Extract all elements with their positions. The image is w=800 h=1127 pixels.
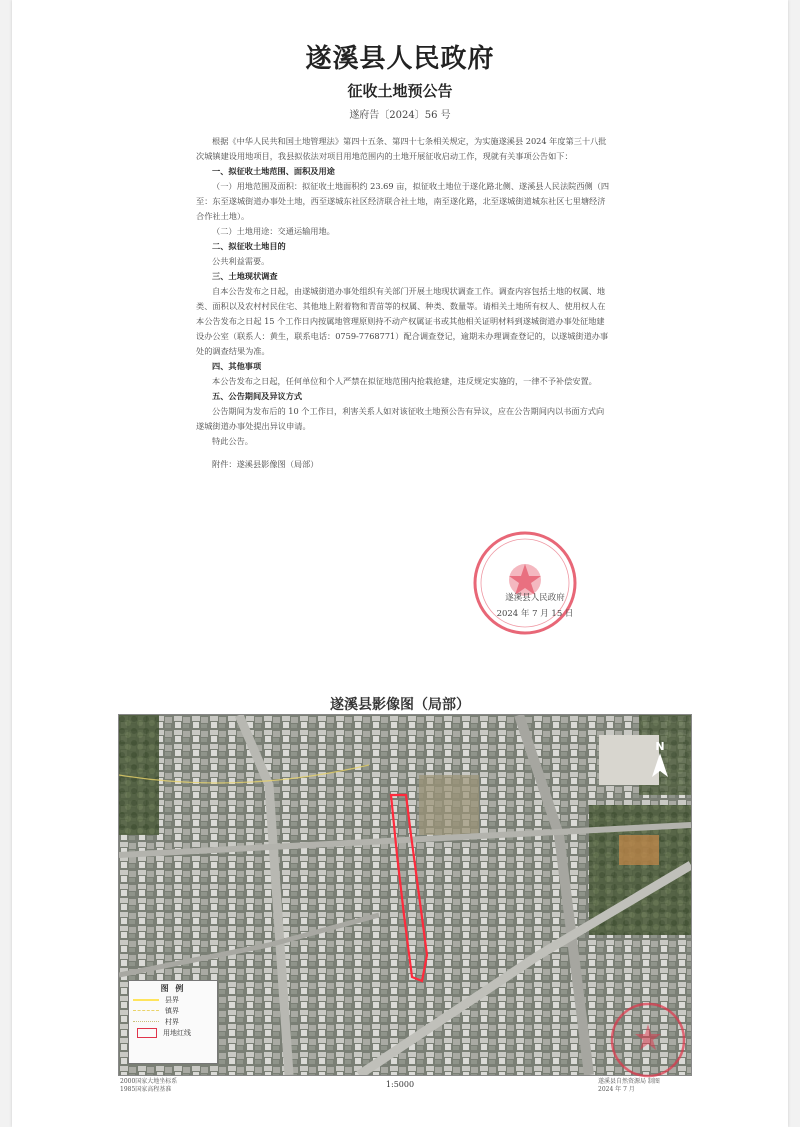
map-producer: 遂溪县自然资源局 制图 (598, 1078, 660, 1085)
issuer-title: 遂溪县人民政府 (305, 44, 495, 74)
notice-body (196, 134, 612, 472)
elevation-datum: 1985国家高程基准 (120, 1086, 172, 1093)
section-1-paragraph-2: （二）土地用途：交通运输用地。 (212, 226, 335, 236)
section-4-heading: 四、其他事项 (212, 361, 262, 371)
north-arrow-icon (650, 740, 670, 780)
map-legend (128, 980, 218, 1064)
closing-line: 特此公告。 (212, 436, 253, 446)
signing-organization: 遂溪县人民政府 (505, 593, 565, 603)
section-1-paragraph-1: （一）用地范围及面积：拟征收土地面积约 23.69 亩，拟征收土地位于遂化路北侧、遂溪县人民法院西侧（四至：东至遂城街道办事处土地，西至遂城东社区经济联合社土地，南至遂化路，北至遂城街道城东社区七里塘经济合作社土地）。 (196, 181, 610, 221)
coordinate-system: 2000国家大地坐标系 (120, 1078, 178, 1085)
section-5-heading: 五、公告期间及异议方式 (212, 391, 303, 401)
attachment-line: 附件：遂溪县影像图（局部） (212, 459, 319, 469)
legend-item-parcel (129, 1027, 217, 1038)
legend-item-town (129, 1005, 217, 1016)
section-2-heading: 二、拟征收土地目的 (212, 241, 286, 251)
intro-paragraph: 根据《中华人民共和国土地管理法》第四十五条、第四十七条相关规定，为实施遂溪县 2024 年度第三十八批次城镇建设用地项目，我县拟依法对项目用地范围内的土地开展征收启动工作，现就有关事项公告如下： (196, 136, 607, 161)
legend-item-village (129, 1016, 217, 1027)
legend-title: 图 例 (160, 983, 186, 993)
map-seal-icon (608, 1000, 688, 1080)
signing-date: 2024 年 7 月 15 日 (496, 609, 574, 619)
section-2-paragraph: 公共利益需要。 (212, 256, 270, 266)
legend-label: 用地红线 (163, 1028, 191, 1037)
legend-item-county (129, 994, 217, 1005)
document-number: 遂府告〔2024〕56 号 (349, 110, 451, 121)
map-date: 2024 年 7 月 (598, 1086, 635, 1093)
legend-label: 镇界 (165, 1006, 179, 1015)
notice-subtitle: 征收土地预公告 (347, 82, 453, 100)
legend-label: 村界 (165, 1017, 179, 1026)
map-title: 遂溪县影像图（局部） (330, 697, 470, 713)
section-3-heading: 三、土地现状调查 (212, 271, 278, 281)
section-3-paragraph: 自本公告发布之日起，由遂城街道办事处组织有关部门开展土地现状调查工作。调查内容包括土地的权属、地类、面积以及农村村民住宅、其他地上附着物和青苗等的权属、种类、数量等。请相关土地所有权人、使用权人在本公告发布之日起 15 个工作日内按属地管理原则持不动产权属证书或其他相关证明材料到遂城街道办事处征地建设办公室（联系人：黄生，联系电话：0759-7768771）配合调查登记，逾期未办理调查登记的，以遂城街道办事处的调查结果为准。 (196, 286, 609, 356)
map-producer-note (598, 1078, 660, 1094)
section-4-paragraph: 本公告发布之日起，任何单位和个人严禁在拟征地范围内抢栽抢建，违反规定实施的，一律不予补偿安置。 (212, 376, 597, 386)
map-scale: 1:5000 (385, 1080, 415, 1089)
north-label: N (655, 740, 665, 753)
signature-block (470, 590, 600, 622)
section-5-paragraph: 公告期间为发布后的 10 个工作日，利害关系人如对该征收土地预公告有异议，应在公告期间内以书面方式向遂城街道办事处提出异议申请。 (196, 406, 605, 431)
legend-label: 县界 (165, 995, 179, 1004)
section-1-heading: 一、拟征收土地范围、面积及用途 (212, 166, 335, 176)
